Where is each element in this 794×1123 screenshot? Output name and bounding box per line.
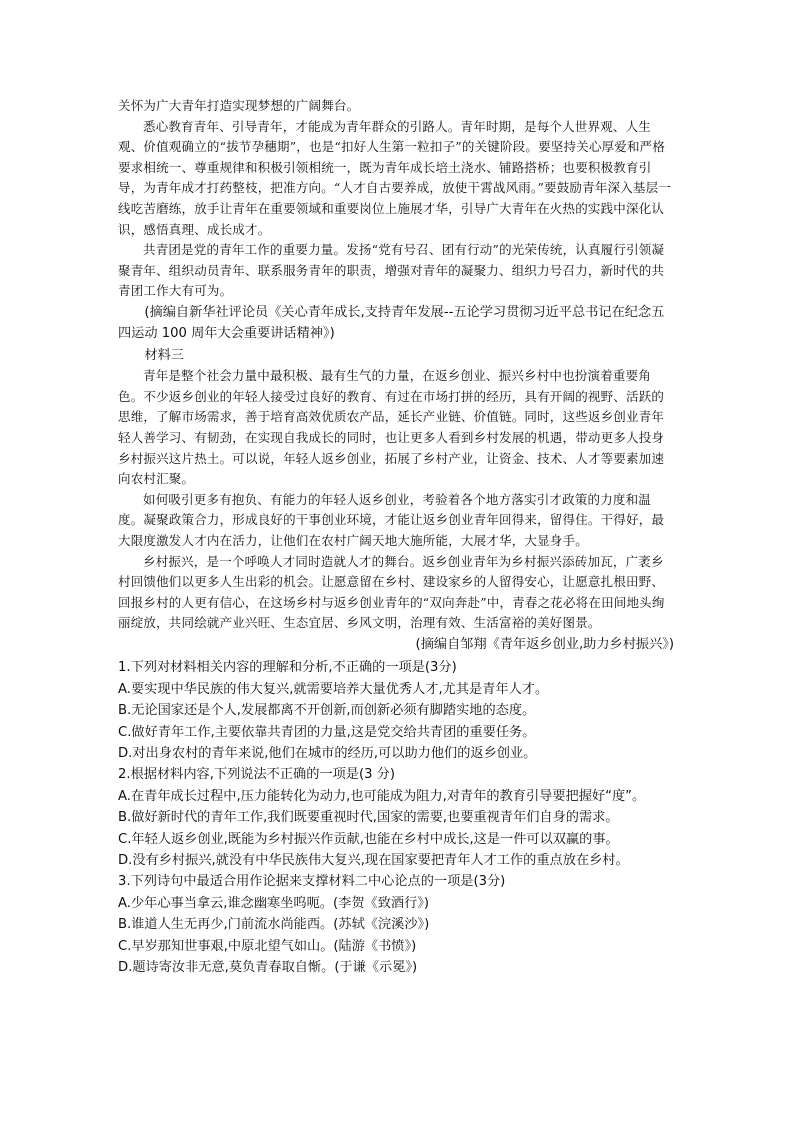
option-c[interactable]: C.早岁那知世事艰,中原北望气如山。(陆游《书愤》) [118,938,417,954]
option-c[interactable]: C.年轻人返乡创业,既能为乡村振兴作贡献,也能在乡村中成长,这是一件可以双赢的事。 [118,831,619,847]
material2-paragraph-1: 悉心教育青年、引导青年，才能成为青年群众的引路人。青年时期，是每个人世界观、人生观、价值观确立的“拔节孕穗期”，也是“扣好人生第一粒扣子”的关键阶段。要坚持关心厚爱和严格要求相统一、尊重规律和积极引领相统一，既为青年成长培土浇水、铺路搭桥；也要积极教育引导，为青年成才打药整枝，把准方向。“人才自古要养成，放使干霄战风雨。”要鼓励青年深入基层一线吃苦磨练，放手让青年在重要领域和重要岗位上施展才华，引导广大青年在火热的实践中深化认识，感悟真理、成长成才。 [118,118,672,237]
question-2 [118,764,674,871]
option-a[interactable]: A.要实现中华民族的伟大复兴,就需要培养大量优秀人才,尤其是青年人才。 [118,681,549,697]
option-d[interactable]: D.对出身农村的青年来说,他们在城市的经历,可以助力他们的返乡创业。 [118,745,537,761]
question-1 [118,657,674,764]
material3-paragraph-1: 青年是整个社会力量中最积极、最有生气的力量，在返乡创业、振兴乡村中也扮演着重要角色。不少返乡创业的年轻人接受过良好的教育、有过在市场打拼的经历，具有开阔的视野、活跃的思维，了解市场需求，善于培育高效优质农产品，延长产业链、价值链。同时，这些返乡创业青年轻人善学习、有韧劲，在实现自我成长的同时，也让更多人看到乡村发展的机遇，带动更多人投身乡村振兴这片热土。可以说，年轻人返乡创业，拓展了乡村产业，让资金、技术、人才等要素加速向农村汇聚。 [118,368,665,487]
material3-paragraph-2: 如何吸引更多有抱负、有能力的年轻人返乡创业，考验着各个地方落实引才政策的力度和温度。凝聚政策合力，形成良好的干事创业环境，才能让返乡创业青年回得来，留得住。干得好，最大限度激发人才内在活力，让他们在农村广阔天地大施所能，大展才华，大显身手。 [118,491,665,548]
material2-source: (摘编自新华社评论员《关心青年成长,支持青年发展--五论学习贯彻习近平总书记在纪念五四运动 100 周年大会重要讲话精神》) [118,304,665,342]
question-stem: 2.根据材料内容,下列说法不正确的一项是(3 分) [118,767,396,783]
question-3 [118,871,674,978]
material3-label: 材料三 [144,347,184,363]
question-stem: 1.下列对材料相关内容的理解和分析,不正确的一项是(3分) [118,660,457,676]
option-b[interactable]: B.谁道人生无再少,门前流水尚能西。(苏轼《浣溪沙》) [118,917,430,933]
question-stem: 3.下列诗句中最适合用作论据来支撑材料二中心论点的一项是(3分) [118,874,506,890]
option-b[interactable]: B.无论国家还是个人,发展都离不开创新,而创新必须有脚踏实地的态度。 [118,703,536,719]
exam-page [118,96,674,978]
material3-paragraph-3: 乡村振兴，是一个呼唤人才同时造就人才的舞台。返乡创业青年为乡村振兴添砖加瓦，广袤乡村回馈他们以更多人生出彩的机会。让愿意留在乡村、建设家乡的人留得安心，让愿意扎根田野、回报乡村的人更有信心，在这场乡村与返乡创业青年的“双向奔赴”中，青春之花必将在田间地头绚丽绽放，共同绘就产业兴旺、生态宜居、乡风文明，治理有效、生活富裕的美好图景。 [118,553,665,631]
option-d[interactable]: D.没有乡村振兴,就没有中华民族伟大复兴,现在国家要把青年人才工作的重点放在乡村。 [118,852,629,868]
option-a[interactable]: A.少年心事当拿云,谁念幽寒坐呜呃。(李贺《致酒行》) [118,895,429,911]
option-b[interactable]: B.做好新时代的青年工作,我们既要重视时代,国家的需要,也要重视青年们自身的需求。 [118,810,619,826]
material2-tail: 关怀为广大青年打造实现梦想的广阔舞台。 [118,98,360,113]
material2-paragraph-2: 共青团是党的青年工作的重要力量。发扬“党有号召、团有行动”的光荣传统，认真履行引领凝聚青年、组织动员青年、联系服务青年的职责，增强对青年的凝聚力、组织力号召力，新时代的共青团工作大有可为。 [118,242,665,299]
option-d[interactable]: D.题诗寄汝非无意,莫负青春取自惭。(于谦《示冕》) [118,959,418,975]
option-a[interactable]: A.在青年成长过程中,压力能转化为动力,也可能成为阻力,对青年的教育引导要把握好“度”。 [118,788,646,804]
option-c[interactable]: C.做好青年工作,主要依靠共青团的力量,这是党交给共青团的重要任务。 [118,724,536,740]
material3-source: (摘编自邹翔《青年返乡创业,助力乡村振兴》) [415,636,674,652]
